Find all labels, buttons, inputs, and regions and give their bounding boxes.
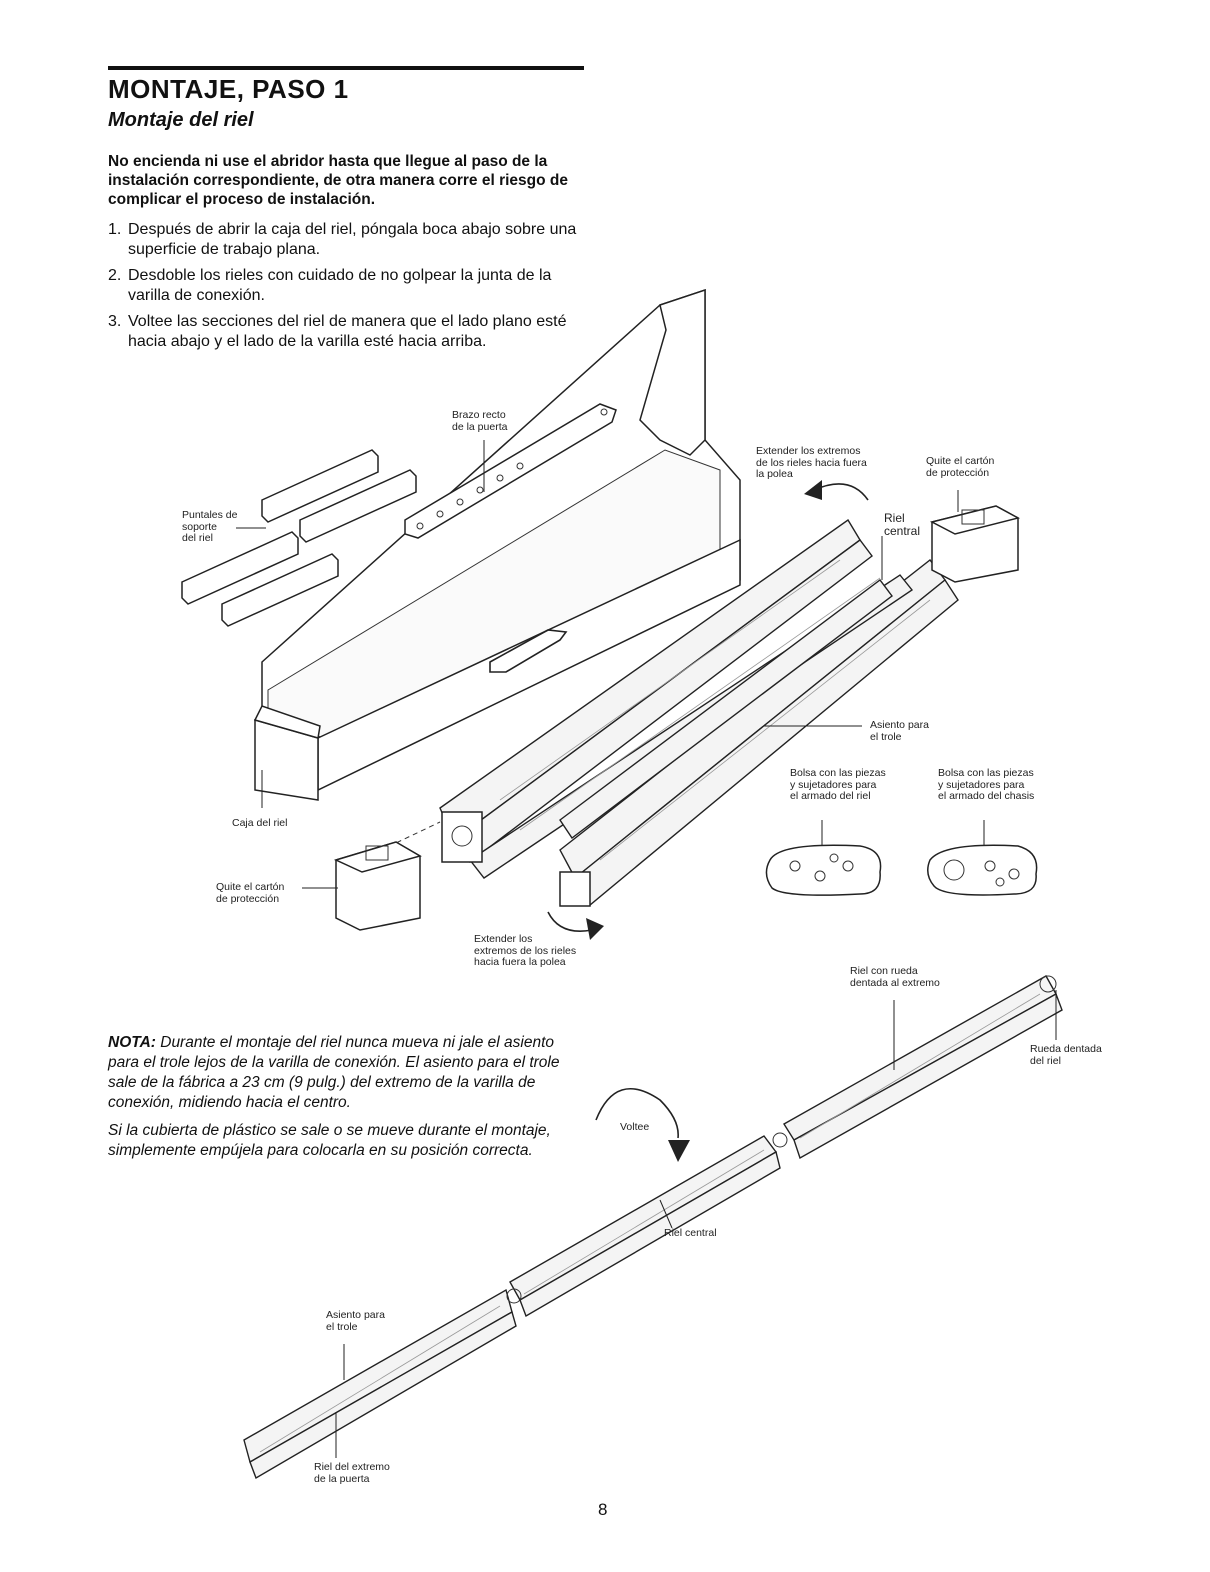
label-center-rail-bottom: Riel central [664,1227,717,1239]
label-support-struts: Puntales de soporte del riel [182,509,238,544]
step-item: 1. Después de abrir la caja del riel, póngala boca abajo sobre una superficie de trabajo plana. [108,221,577,258]
label-center-rail-top: Riel central [884,511,921,538]
label-door-end-rail: Riel del extremo de la puerta [314,1461,390,1485]
label-door-arm: Brazo recto de la puerta [452,409,508,433]
hardware-bags [766,820,1036,895]
label-sprocket-rail: Riel con rueda dentada al extremo [850,965,940,989]
label-trolley-seat-bottom: Asiento para el trole [326,1309,385,1333]
label-extend-top: Extender los extremos de los rieles hacia fuera la polea [756,445,867,480]
label-rail-box: Caja del riel [232,817,288,829]
section-subtitle: Montaje del riel [108,109,254,131]
note-paragraph: Si la cubierta de plástico se sale o se mueve durante el montaje, simplemente empújela para colocarla en su posición correcta. [108,1122,551,1159]
label-remove-carton-top: Quite el cartón de protección [926,455,995,479]
label-remove-carton-bottom: Quite el cartón de protección [216,881,285,905]
label-trolley-seat-top: Asiento para el trole [870,719,929,743]
page-title: MONTAJE, PASO 1 [108,74,349,104]
step-item: 3. Voltee las secciones del riel de manera que el lado plano esté hacia abajo y el lado de la varilla esté hacia arriba. [108,313,567,350]
label-rail-sprocket: Rueda dentada del riel [1030,1043,1102,1067]
label-rail-hardware-bag: Bolsa con las piezas y sujetadores para el armado del riel [790,767,886,802]
page-number: 8 [598,1500,608,1519]
step-item: 2. Desdoble los rieles con cuidado de no golpear la junta de la varilla de conexión. [108,267,552,304]
label-chassis-hardware-bag: Bolsa con las piezas y sujetadores para el armado del chasis [938,767,1035,802]
label-extend-bottom: Extender los extremos de los rieles hacia fuera la polea [474,933,577,968]
warning-text: No encienda ni use el abridor hasta que llegue al paso de la instalación correspondiente, de otra manera corre el riesgo de complicar el proceso de instalación. [108,153,568,208]
label-flip: Voltee [620,1121,650,1133]
note-block [108,1033,578,1169]
note-paragraph: NOTA: Durante el montaje del riel nunca mueva ni jale el asiento para el trole lejos de la varilla de conexión. El asiento para el trole sale de la fábrica a 23 cm (9 pulg.) del extremo de la varilla de conexión, midiendo hacia el centro. [108,1034,560,1111]
note-lead: NOTA: [108,1034,156,1051]
